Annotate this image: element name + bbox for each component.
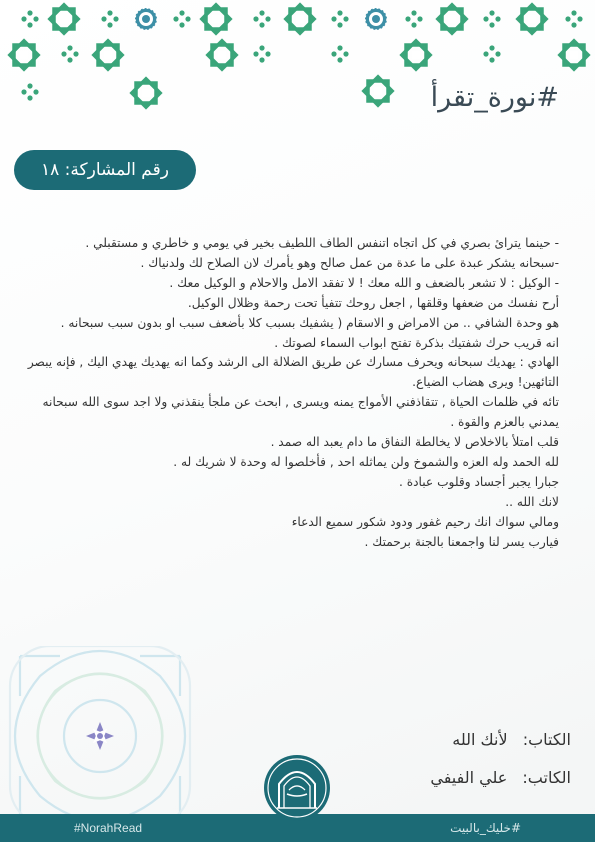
text-line: ومالي سواك انك رحيم غفور ودود شكور سميع الدعاء (291, 514, 559, 529)
body-text (18, 234, 559, 553)
text-line: تائه في ظلمات الحياة , تتقاذفني الأمواج يمنه ويسرى , ابحث عن ملجأ ينقذني ولا اجد سوى الله سبحانه يمدني بالعزم والقوة . (42, 395, 559, 430)
text-line: فيارب يسر لنا واجمعنا بالجنة برحمتك . (364, 534, 559, 549)
author-name: علي الفيفي (430, 768, 508, 787)
text-line: - حينما يترائ بصري في كل اتجاه اتنفس الطاف اللطيف بخير في يومي و خاطري و مستقبلي . (85, 236, 559, 250)
participation-label: رقم المشاركة: ١٨ (41, 160, 169, 180)
text-line: -سبحانه يشكر عبدة على ما عدة من عمل صالح وهو يأمرك لان الصلاح لك ولدنياك . (140, 255, 559, 270)
text-line: الهادي : يهديك سبحانه ويحرف مسارك عن طريق الضلالة الى الرشد وكما انه يهديك يهدي اليك , فإنه يبصر التائهين! ويرى هضاب الضياع. (27, 355, 559, 390)
text-line: أرح نفسك من ضعفها وقلقها , اجعل روحك تتفيأ تحت رحمة وظلال الوكيل. (187, 295, 559, 310)
footer-hashtag-left: #NorahRead (74, 821, 143, 835)
text-line: قلب امتلأ بالاخلاص لا يخالطة النفاق ما دام يعبد اله صمد . (270, 435, 559, 450)
geometric-rosette-icon (0, 646, 230, 842)
text-line: هو وحدة الشافي .. من الامراض و الاسقام ( يشفيك بسبب كلا بأضعف سبب او بدون سبب سبحانه . (60, 315, 559, 330)
participation-badge (14, 150, 196, 190)
book-label: الكتاب: (522, 730, 571, 749)
text-line: انه قريب حرك شفتيك بذكرة تفتح ابواب السماء لصوتك . (274, 335, 559, 350)
text-line: لانك الله .. (505, 494, 559, 509)
page-title: #نورة_تقرأ (430, 82, 559, 113)
footer-hashtag-right: #خليك_بالبيت (450, 821, 521, 835)
text-line: - الوكيل : لا تشعر بالضعف و الله معك ! لا تفقد الامل والاحلام و الوكيل معك . (169, 275, 559, 290)
arch-logo-icon (263, 754, 331, 822)
text-line: لله الحمد وله العزه والشموخ ولن يماثله احد , فأخلصوا له وحدة لا شريك له . (173, 454, 559, 469)
book-info (452, 730, 571, 749)
text-line: جبارا يجبر أجساد وقلوب عبادة . (398, 474, 559, 489)
author-label: الكاتب: (522, 768, 571, 787)
book-title: لأنك الله (452, 730, 508, 749)
author-info (430, 768, 571, 787)
